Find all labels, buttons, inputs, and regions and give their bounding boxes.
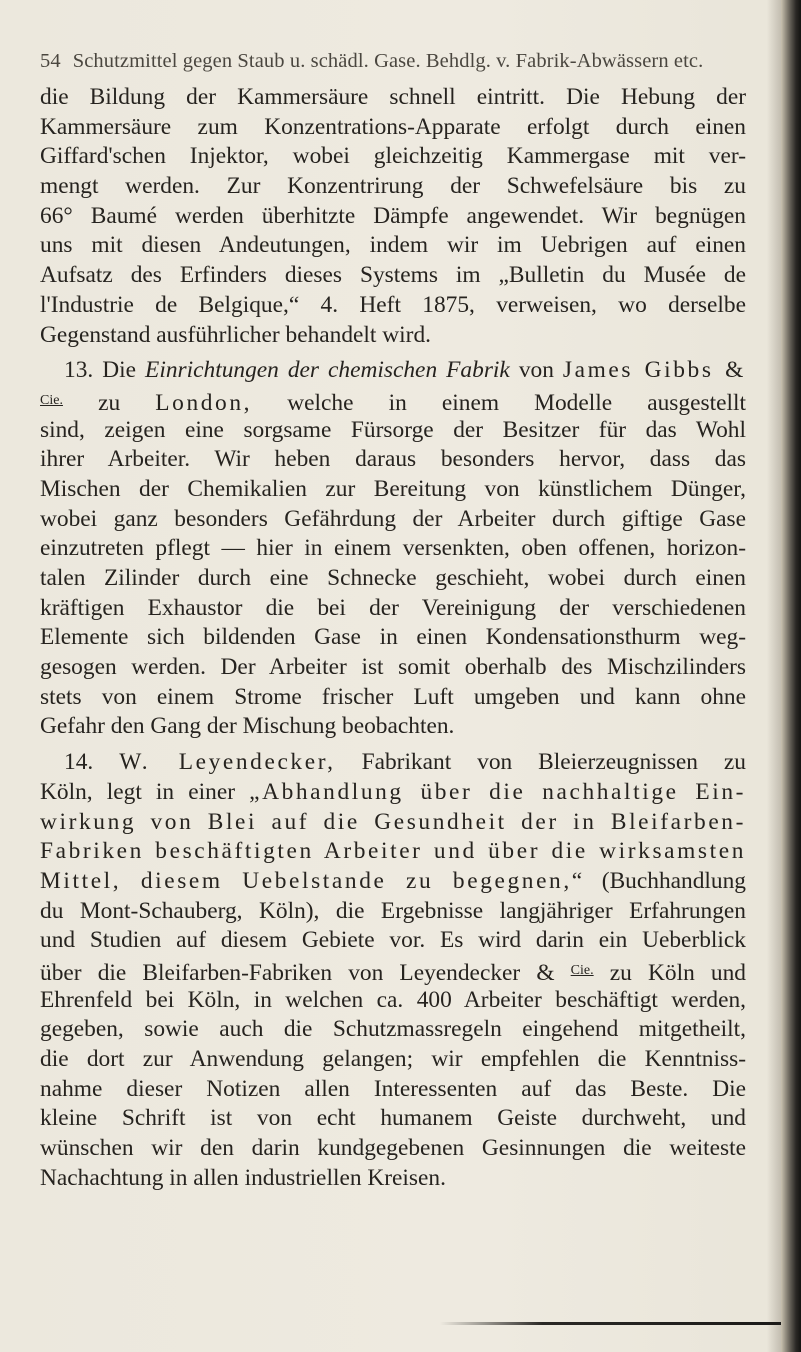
text-line: Mischen der Chemikalien zur Bereitung von künstlichem Dünger, [40, 475, 746, 502]
running-title: Schutzmittel gegen Staub u. schädl. Gase. Behdlg. v. Fabrik-Abwässern etc. [72, 50, 704, 72]
text-line: Aufsatz des Erfinders dieses Systems im „Bulletin du Musée de [40, 262, 746, 289]
author-name: W. Leyendecker, [119, 749, 336, 776]
text-line: Gefahr den Gang der Mischung beobachten. [40, 713, 455, 740]
text-line: talen Zilinder durch eine Schnecke geschieht, wobei durch einen [40, 565, 746, 591]
book-title: Mittel, diesem Uebelstande zu begegnen,“ [40, 867, 585, 894]
text-line: 66° Baumé werden überhitzte Dämpfe angewendet. Wir begnügen [40, 202, 746, 229]
text-line: die Bildung der Kammersäure schnell eintritt. Die Hebung der [40, 84, 746, 110]
text-line: über die Bleifarben-Fabriken von Leyendecker & $^{Cie.}$ zu Köln und [40, 959, 746, 986]
text-line: Giffard'schen Injektor, wobei gleichzeitig Kammergase mit ver- [40, 143, 746, 170]
book-title: wirkung von Blei auf die Gesundheit der in Bleifarben- [40, 808, 746, 835]
cie-abbreviation: Cie. [40, 392, 63, 408]
text-line: Ehrenfeld bei Köln, in welchen ca. 400 Arbeiter beschäftigt werden, [40, 986, 746, 1013]
text-line: ihrer Arbeiter. Wir heben daraus besonders hervor, dass das [40, 446, 746, 473]
text-line [40, 808, 746, 838]
text-line: Nachachtung in allen industriellen Kreisen. [40, 1164, 446, 1191]
text-line: Elemente sich bildenden Gase in einen Kondensationsthurm weg- [40, 624, 746, 651]
text-line: kleine Schrift ist von echt humanem Geiste durchweht, und [40, 1105, 746, 1132]
text-line: stets von einem Strome frischer Luft umgeben und kann ohne [40, 683, 746, 710]
text-line: Mittel, diesem Uebelstande zu begegnen,“ (Buchhandlung [40, 867, 746, 894]
body-text [40, 83, 746, 1193]
item-number: 14. [64, 749, 94, 776]
city-name: London, [155, 389, 253, 416]
text-line: uns mit diesen Andeutungen, indem wir im Uebrigen auf einen [40, 232, 746, 259]
text-line: du Mont-Schauberg, Köln), die Ergebnisse langjähriger Erfahrungen [40, 897, 746, 924]
paragraph-13 [40, 356, 746, 742]
book-title: Fabriken beschäftigten Arbeiter und über die wirksamsten [40, 838, 746, 865]
text-line: kräftigen Exhaustor die bei der Vereinigung der verschiedenen [40, 594, 746, 621]
text-line: gegeben, sowie auch die Schutzmassregeln eingehend mitgetheilt, [40, 1016, 746, 1043]
text-line: l'Industrie de Belgique,“ 4. Heft 1875, verweisen, wo derselbe [40, 291, 746, 318]
page-number: 54 [40, 50, 61, 72]
text-line: mengt werden. Zur Konzentrirung der Schwefelsäure bis zu [40, 173, 746, 200]
text-line: sind, zeigen eine sorgsame Fürsorge der Besitzer für das Wohl [40, 416, 746, 443]
text-line: gesogen werden. Der Arbeiter ist somit oberhalb des Mischzilinders [40, 654, 746, 681]
italic-title: Einrichtungen der chemischen Fabrik [145, 357, 510, 384]
bottom-shadow-line [440, 1322, 781, 1325]
text-line: $^{Cie.}$ zu London, welche in einem Modelle ausgestellt [40, 389, 746, 416]
text-line: 13. Die Einrichtungen der chemischen Fabrik von James Gibbs & [64, 357, 746, 384]
text-line: 14. W. Leyendecker, Fabrikant von Bleierzeugnissen zu [64, 749, 746, 776]
text-line: wobei ganz besonders Gefährdung der Arbeiter durch giftige Gase [40, 505, 746, 532]
paragraph-14 [40, 748, 746, 1193]
page-edge [781, 0, 801, 1352]
text-line: nahme dieser Notizen allen Interessenten auf das Beste. Die [40, 1075, 746, 1102]
cie-abbreviation: Cie. [570, 962, 594, 978]
paragraph-1 [40, 83, 746, 350]
text-line: Kammersäure zum Konzentrations-Apparate erfolgt durch einen [40, 113, 746, 140]
text-line: einzutreten pflegt — hier in einem versenkten, oben offenen, horizon- [40, 535, 746, 562]
text-line: und Studien auf diesem Gebiete vor. Es wird darin ein Ueberblick [40, 927, 746, 954]
text-line: die dort zur Anwendung gelangen; wir empfehlen die Kenntniss- [40, 1046, 746, 1072]
text-line: Köln, legt in einer „Abhandlung über die nachhaltige Ein- [40, 778, 746, 805]
text-line: Gegenstand ausführlicher behandelt wird. [40, 321, 432, 348]
binding-shadow [767, 0, 781, 1352]
text-line [40, 837, 746, 867]
text-line: wünschen wir den darin kundgegebenen Gesinnungen die weiteste [40, 1135, 746, 1162]
book-title: „Abhandlung über die nachhaltige Ein- [249, 778, 746, 805]
running-header [40, 50, 740, 73]
company-name: James Gibbs & [562, 357, 746, 384]
item-number: 13. [64, 357, 94, 384]
